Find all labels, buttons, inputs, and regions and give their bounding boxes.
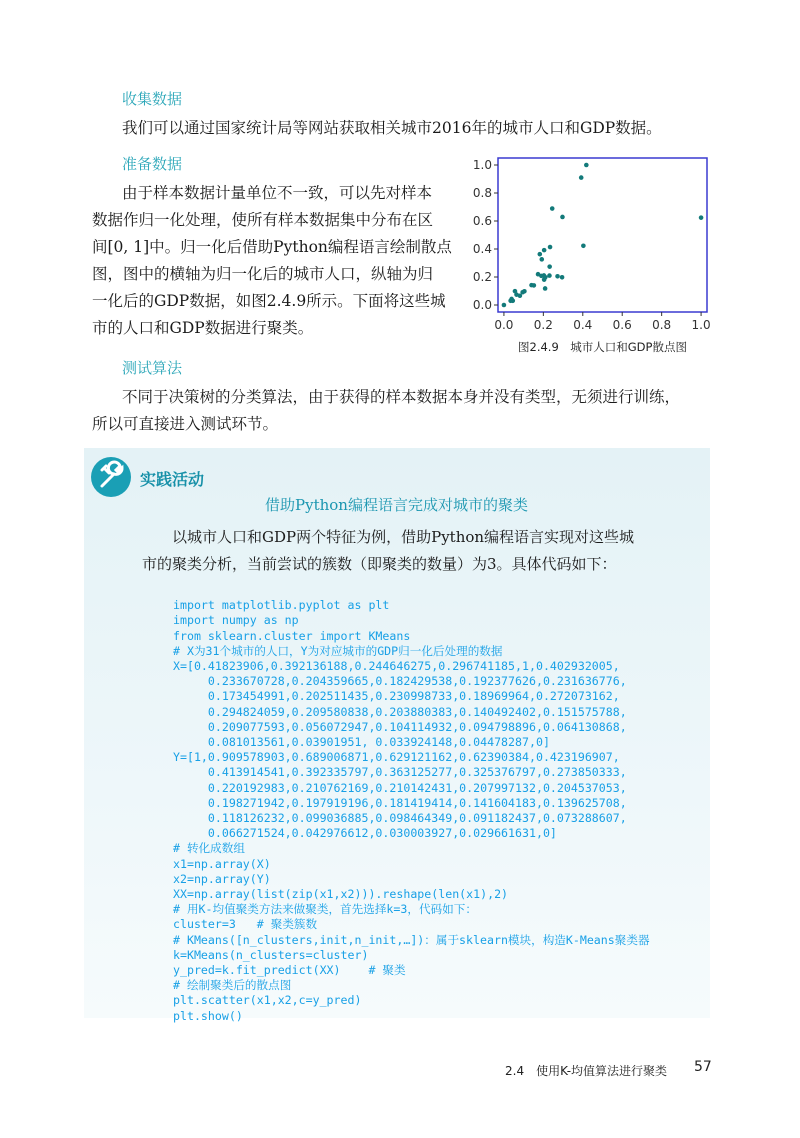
scatter-point — [547, 264, 552, 269]
code-line: Y=[1,0.909578903,0.689006871,0.629121162,0.62390384,0.423196907, — [173, 750, 620, 765]
x-tick-label: 0.2 — [533, 318, 553, 332]
scatter-point — [547, 273, 552, 278]
code-line: 0.413914541,0.392335797,0.363125277,0.325376797,0.273850333, — [173, 765, 627, 780]
chart-plot-frame — [498, 158, 707, 312]
y-tick-label: 1.0 — [472, 158, 492, 172]
scatter-point — [584, 163, 589, 168]
scatter-point — [543, 286, 548, 291]
paragraph-collect: 我们可以通过国家统计局等网站获取相关城市2016年的城市人口和GDP数据。 — [122, 119, 662, 137]
paragraph-line: 所以可直接进入测试环节。 — [92, 415, 279, 433]
paragraph-line: 间[0, 1]中。归一化后借助Python编程语言绘制散点 — [92, 238, 452, 256]
scatter-point — [532, 283, 537, 288]
code-line: 0.066271524,0.042976612,0.030003927,0.029661631,0] — [173, 826, 557, 841]
scatter-point — [502, 303, 507, 308]
x-tick-label: 1.0 — [691, 318, 711, 332]
scatter-point — [542, 248, 547, 253]
code-line: # 用K-均值聚类方法来做聚类，首先选择k=3，代码如下： — [173, 902, 477, 917]
code-line: k=KMeans(n_clusters=cluster) — [173, 947, 369, 962]
scatter-point — [560, 275, 565, 280]
code-line: 0.198271942,0.197919196,0.181419414,0.141604183,0.139625708, — [173, 795, 627, 810]
scatter-point — [579, 175, 584, 180]
code-block — [173, 583, 650, 1039]
code-line: 0.081013561,0.03901951, 0.033924148,0.04478287,0] — [173, 735, 550, 750]
x-tick-label: 0.4 — [573, 318, 593, 332]
code-line: import numpy as np — [173, 613, 299, 628]
scatter-point — [550, 206, 555, 211]
code-line: x1=np.array(X) — [173, 856, 271, 871]
activity-title: 实践活动 — [140, 470, 205, 489]
code-line: x2=np.array(Y) — [173, 871, 271, 886]
code-line: X=[0.41823906,0.392136188,0.244646275,0.296741185,1,0.402932005, — [173, 659, 620, 674]
code-line: y_pred=k.fit_predict(XX) # 聚类 — [173, 963, 406, 978]
x-tick-label: 0.8 — [652, 318, 672, 332]
scatter-point — [581, 243, 586, 248]
paragraph-prepare — [92, 180, 467, 342]
paragraph-line: 由于样本数据计量单位不一致，可以先对样本 — [122, 184, 433, 202]
code-line: 0.233670728,0.204359665,0.182429538,0.192377626,0.231636776, — [173, 674, 627, 689]
code-line: cluster=3 # 聚类簇数 — [173, 917, 318, 932]
y-tick-label: 0.2 — [472, 270, 492, 284]
y-tick-label: 0.6 — [472, 214, 492, 228]
x-tick-label: 0.6 — [612, 318, 632, 332]
paragraph-line: 数据作归一化处理，使所有样本数据集中分布在区 — [92, 211, 434, 229]
code-line: XX=np.array(list(zip(x1,x2))).reshape(len(x1),2) — [173, 887, 509, 902]
x-tick-label: 0.0 — [494, 318, 514, 332]
activity-subtitle: 借助Python编程语言完成对城市的聚类 — [265, 496, 528, 514]
scatter-point — [548, 245, 553, 250]
scatter-point — [539, 274, 544, 279]
y-tick-label: 0.0 — [472, 298, 492, 312]
paragraph-line: 市的聚类分析，当前尝试的簇数（即聚类的数量）为3。具体代码如下： — [142, 555, 617, 573]
activity-intro — [142, 524, 702, 578]
paragraph-line: 以城市人口和GDP两个特征为例，借助Python编程语言实现对这些城 — [172, 528, 635, 546]
paragraph-line: 图，图中的横轴为归一化后的城市人口，纵轴为归 — [92, 265, 434, 283]
code-line: # 转化成数组 — [173, 841, 245, 856]
scatter-point — [518, 293, 523, 298]
code-line: # KMeans([n_clusters,init,n_init,…])：属于sklearn模块，构造K-Means聚类器 — [173, 932, 650, 947]
paragraph-line: 一化后的GDP数据，如图2.4.9所示。下面将这些城 — [92, 292, 446, 310]
scatter-point — [699, 215, 704, 220]
code-line: 0.220192983,0.210762169,0.210142431,0.207997132,0.204537053, — [173, 780, 627, 795]
section-heading-collect: 收集数据 — [122, 90, 183, 108]
scatter-chart — [470, 152, 715, 352]
code-line: 0.294824059,0.209580838,0.203880383,0.140492402,0.151575788, — [173, 704, 627, 719]
code-line: import matplotlib.pyplot as plt — [173, 598, 390, 613]
scatter-point — [555, 274, 560, 279]
y-tick-label: 0.4 — [472, 242, 492, 256]
code-line: 0.173454991,0.202511435,0.230998733,0.18969964,0.272073162, — [173, 689, 620, 704]
footer-section-title: 2.4 使用K-均值算法进行聚类 — [505, 1064, 668, 1078]
paragraph-line: 市的人口和GDP数据进行聚类。 — [92, 319, 314, 337]
code-line: plt.show() — [173, 1008, 243, 1023]
section-heading-test: 测试算法 — [122, 359, 183, 377]
y-tick-label: 0.8 — [472, 186, 492, 200]
scatter-point — [538, 252, 543, 257]
code-line: plt.scatter(x1,x2,c=y_pred) — [173, 993, 362, 1008]
page-number: 57 — [694, 1059, 712, 1075]
scatter-point — [542, 277, 547, 282]
scatter-point — [510, 299, 515, 304]
scatter-point — [539, 257, 544, 262]
code-line: # 绘制聚类后的散点图 — [173, 978, 292, 993]
paragraph-line: 不同于决策树的分类算法，由于获得的样本数据本身并没有类型，无须进行训练， — [122, 388, 681, 406]
code-line: # X为31个城市的人口，Y为对应城市的GDP归一化后处理的数据 — [173, 643, 503, 658]
code-line: 0.118126232,0.099036885,0.098464349,0.091182437,0.073288607, — [173, 811, 627, 826]
figure-caption: 图2.4.9 城市人口和GDP散点图 — [518, 340, 687, 354]
tools-icon — [90, 456, 132, 498]
code-line: 0.209077593,0.056072947,0.104114932,0.094798896,0.064130868, — [173, 719, 627, 734]
section-heading-prepare: 准备数据 — [122, 155, 183, 173]
code-line: from sklearn.cluster import KMeans — [173, 628, 411, 643]
scatter-point — [560, 215, 565, 220]
paragraph-test — [92, 384, 732, 438]
